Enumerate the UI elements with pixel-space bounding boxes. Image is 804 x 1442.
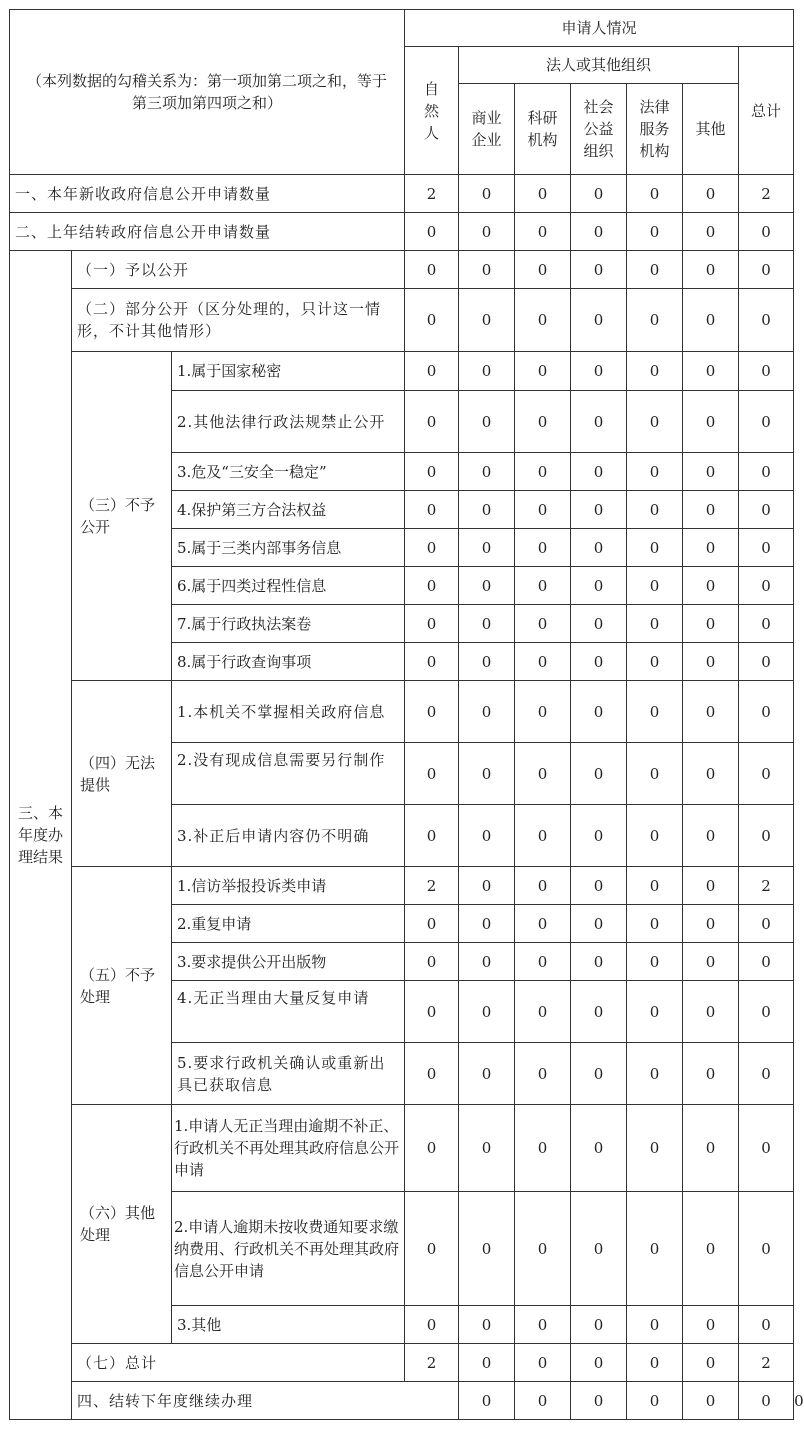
table-row [10, 1344, 794, 1382]
value-total: 0 [739, 391, 794, 453]
value-research: 0 [515, 251, 571, 289]
value-research: 0 [515, 1105, 571, 1192]
value-research: 0 [515, 213, 571, 251]
group-label: （四）无法提供 [72, 681, 172, 867]
value-legal: 0 [627, 391, 683, 453]
value-total: 0 [739, 251, 794, 289]
value-business: 0 [459, 643, 515, 681]
value-other: 0 [683, 175, 739, 213]
value-business: 0 [459, 352, 515, 391]
value-social: 0 [571, 289, 627, 352]
item-label: 7.属于行政执法案卷 [172, 605, 405, 643]
value-other: 0 [683, 289, 739, 352]
item-label: 2.其他法律行政法规禁止公开 [172, 391, 405, 453]
table-row [10, 175, 794, 213]
group-label: （三）不予公开 [72, 352, 172, 681]
value-social: 0 [571, 743, 627, 805]
item-label: 2.申请人逾期未按收费通知要求缴纳费用、行政机关不再处理其政府信息公开申请 [172, 1192, 405, 1306]
item-label: 1.信访举报投诉类申请 [172, 867, 405, 905]
value-natural: 2 [405, 1344, 459, 1382]
value-business: 0 [459, 491, 515, 529]
value-research: 0 [515, 743, 571, 805]
value-research: 0 [571, 1382, 627, 1420]
value-business: 0 [459, 175, 515, 213]
value-legal: 0 [627, 943, 683, 981]
value-total: 0 [739, 352, 794, 391]
value-natural: 0 [405, 605, 459, 643]
col-business: 商业企业 [459, 84, 515, 175]
value-natural: 0 [405, 943, 459, 981]
item-label: 3.要求提供公开出版物 [172, 943, 405, 981]
value-other: 0 [683, 643, 739, 681]
table-row [10, 867, 794, 905]
value-total: 2 [739, 175, 794, 213]
value-natural: 0 [405, 981, 459, 1043]
value-social: 0 [571, 681, 627, 743]
item-label: 6.属于四类过程性信息 [172, 567, 405, 605]
disclosure-table [9, 9, 804, 1420]
value-business: 0 [459, 905, 515, 943]
value-social: 0 [571, 453, 627, 491]
value-business: 0 [459, 567, 515, 605]
value-social: 0 [627, 1382, 683, 1420]
value-total: 0 [739, 567, 794, 605]
value-total: 0 [739, 605, 794, 643]
value-legal: 0 [627, 175, 683, 213]
value-research: 0 [515, 289, 571, 352]
value-business: 0 [459, 391, 515, 453]
value-total: 0 [739, 453, 794, 491]
value-natural: 0 [405, 567, 459, 605]
value-total: 0 [739, 743, 794, 805]
value-natural: 0 [405, 391, 459, 453]
value-social: 0 [571, 251, 627, 289]
value-other: 0 [683, 529, 739, 567]
row-label: 四、结转下年度继续办理 [72, 1382, 459, 1420]
item-label: 5.要求行政机关确认或重新出具已获取信息 [172, 1043, 405, 1105]
value-research: 0 [515, 453, 571, 491]
value-business: 0 [459, 251, 515, 289]
value-social: 0 [571, 905, 627, 943]
value-research: 0 [515, 1344, 571, 1382]
value-research: 0 [515, 567, 571, 605]
item-label: 8.属于行政查询事项 [172, 643, 405, 681]
value-legal: 0 [627, 605, 683, 643]
value-business: 0 [459, 1043, 515, 1105]
value-natural: 0 [405, 1306, 459, 1344]
value-business: 0 [459, 743, 515, 805]
value-social: 0 [571, 1105, 627, 1192]
value-legal: 0 [627, 1306, 683, 1344]
value-social: 0 [571, 1344, 627, 1382]
item-label: 1.属于国家秘密 [172, 352, 405, 391]
value-research: 0 [515, 805, 571, 867]
col-other: 其他 [683, 84, 739, 175]
value-other: 0 [683, 867, 739, 905]
col-research: 科研机构 [515, 84, 571, 175]
value-natural: 0 [405, 743, 459, 805]
value-legal: 0 [627, 1344, 683, 1382]
value-legal: 0 [627, 491, 683, 529]
value-natural: 0 [405, 905, 459, 943]
value-business: 0 [459, 867, 515, 905]
value-legal: 0 [627, 743, 683, 805]
item-label: 3.其他 [172, 1306, 405, 1344]
value-social: 0 [571, 491, 627, 529]
value-natural: 0 [405, 1043, 459, 1105]
value-business: 0 [459, 453, 515, 491]
value-research: 0 [515, 352, 571, 391]
item-label: 3.危及“三安全一稳定” [172, 453, 405, 491]
item-label: 4.保护第三方合法权益 [172, 491, 405, 529]
value-legal: 0 [627, 529, 683, 567]
value-natural: 0 [459, 1382, 515, 1420]
value-legal: 0 [627, 1043, 683, 1105]
value-natural: 2 [405, 867, 459, 905]
value-total: 0 [739, 491, 794, 529]
col-social: 社会公益组织 [571, 84, 627, 175]
value-natural: 0 [405, 681, 459, 743]
value-total: 0 [739, 1192, 794, 1306]
value-business: 0 [459, 1192, 515, 1306]
group-label: （五）不予处理 [72, 867, 172, 1105]
item-label: 2.没有现成信息需要另行制作 [172, 743, 405, 805]
value-total: 0 [739, 529, 794, 567]
section-label: 三、本年度办理结果 [10, 251, 72, 1420]
table-row [10, 251, 794, 289]
value-natural: 0 [405, 453, 459, 491]
value-research: 0 [515, 605, 571, 643]
value-research: 0 [515, 175, 571, 213]
value-legal: 0 [627, 643, 683, 681]
header-note: （本列数据的勾稽关系为：第一项加第二项之和，等于第三项加第四项之和） [10, 10, 405, 175]
value-total: 2 [739, 867, 794, 905]
item-label: 4.无正当理由大量反复申请 [172, 981, 405, 1043]
value-other: 0 [683, 1344, 739, 1382]
value-natural: 2 [405, 175, 459, 213]
value-business: 0 [459, 943, 515, 981]
value-business: 0 [459, 289, 515, 352]
value-social: 0 [571, 643, 627, 681]
value-legal: 0 [627, 289, 683, 352]
value-legal: 0 [627, 567, 683, 605]
value-natural: 0 [405, 1192, 459, 1306]
header-applicant: 申请人情况 [405, 10, 794, 47]
value-research: 0 [515, 943, 571, 981]
table-row [10, 681, 794, 743]
value-other: 0 [739, 1382, 794, 1420]
item-label: 5.属于三类内部事务信息 [172, 529, 405, 567]
value-research: 0 [515, 643, 571, 681]
value-total: 0 [739, 213, 794, 251]
value-legal: 0 [627, 981, 683, 1043]
value-legal: 0 [627, 867, 683, 905]
value-research: 0 [515, 391, 571, 453]
value-other: 0 [683, 213, 739, 251]
value-other: 0 [683, 491, 739, 529]
value-other: 0 [683, 1306, 739, 1344]
header-legal-group: 法人或其他组织 [459, 47, 739, 84]
value-social: 0 [571, 1306, 627, 1344]
value-natural: 0 [405, 529, 459, 567]
row-label: 二、上年结转政府信息公开申请数量 [10, 213, 405, 251]
value-research: 0 [515, 905, 571, 943]
value-business: 0 [459, 605, 515, 643]
value-research: 0 [515, 681, 571, 743]
value-social: 0 [571, 805, 627, 867]
value-total: 0 [739, 905, 794, 943]
value-legal: 0 [627, 805, 683, 867]
value-legal: 0 [627, 251, 683, 289]
value-legal: 0 [627, 905, 683, 943]
value-natural: 0 [405, 251, 459, 289]
value-research: 0 [515, 867, 571, 905]
value-natural: 0 [405, 1105, 459, 1192]
value-social: 0 [571, 867, 627, 905]
value-total: 0 [739, 681, 794, 743]
value-business: 0 [459, 1105, 515, 1192]
value-research: 0 [515, 981, 571, 1043]
value-other: 0 [683, 605, 739, 643]
value-business: 0 [459, 529, 515, 567]
value-social: 0 [571, 567, 627, 605]
value-research: 0 [515, 1306, 571, 1344]
value-total: 0 [739, 805, 794, 867]
value-research: 0 [515, 491, 571, 529]
value-legal: 0 [627, 681, 683, 743]
value-other: 0 [683, 1105, 739, 1192]
value-other: 0 [683, 681, 739, 743]
group-label: （一）予以公开 [72, 251, 405, 289]
table-row [10, 1105, 794, 1192]
value-other: 0 [683, 1043, 739, 1105]
value-legal: 0 [627, 1105, 683, 1192]
value-social: 0 [571, 605, 627, 643]
value-total: 0 [739, 981, 794, 1043]
value-other: 0 [683, 805, 739, 867]
value-other: 0 [683, 1192, 739, 1306]
value-natural: 0 [405, 352, 459, 391]
value-social: 0 [571, 352, 627, 391]
value-total: 0 [739, 1043, 794, 1105]
value-research: 0 [515, 529, 571, 567]
value-other: 0 [683, 743, 739, 805]
value-total: 0 [739, 1306, 794, 1344]
col-natural: 自然人 [405, 47, 459, 175]
value-legal: 0 [627, 352, 683, 391]
value-legal: 0 [683, 1382, 739, 1420]
value-other: 0 [683, 251, 739, 289]
value-legal: 0 [627, 1192, 683, 1306]
value-social: 0 [571, 1043, 627, 1105]
item-label: 3.补正后申请内容仍不明确 [172, 805, 405, 867]
value-legal: 0 [627, 213, 683, 251]
value-natural: 0 [405, 805, 459, 867]
value-business: 0 [459, 1344, 515, 1382]
col-total: 总计 [739, 47, 794, 175]
value-social: 0 [571, 213, 627, 251]
value-social: 0 [571, 1192, 627, 1306]
value-research: 0 [515, 1043, 571, 1105]
value-natural: 0 [405, 213, 459, 251]
table-row: 四、结转下年度继续办理 0 0 0 0 0 0 0 [10, 1382, 794, 1420]
value-legal: 0 [627, 453, 683, 491]
group-label: （七）总计 [72, 1344, 405, 1382]
item-label: 2.重复申请 [172, 905, 405, 943]
value-research: 0 [515, 1192, 571, 1306]
value-business: 0 [459, 681, 515, 743]
value-other: 0 [683, 391, 739, 453]
col-legal: 法律服务机构 [627, 84, 683, 175]
value-total: 0 [739, 643, 794, 681]
group-label: （六）其他处理 [72, 1105, 172, 1344]
value-business: 0 [459, 981, 515, 1043]
group-label: （二）部分公开（区分处理的，只计这一情形，不计其他情形） [72, 289, 405, 352]
value-natural: 0 [405, 491, 459, 529]
value-natural: 0 [405, 643, 459, 681]
value-other: 0 [683, 905, 739, 943]
table-row [10, 352, 794, 391]
value-business: 0 [459, 805, 515, 867]
value-social: 0 [571, 391, 627, 453]
value-other: 0 [683, 981, 739, 1043]
item-label: 1.本机关不掌握相关政府信息 [172, 681, 405, 743]
value-total: 0 [739, 289, 794, 352]
value-total: 2 [739, 1344, 794, 1382]
value-social: 0 [571, 981, 627, 1043]
value-social: 0 [571, 529, 627, 567]
table-row [10, 213, 794, 251]
value-social: 0 [571, 943, 627, 981]
value-social: 0 [571, 175, 627, 213]
value-other: 0 [683, 453, 739, 491]
value-business: 0 [459, 1306, 515, 1344]
row-label: 一、本年新收政府信息公开申请数量 [10, 175, 405, 213]
value-natural: 0 [405, 289, 459, 352]
value-other: 0 [683, 352, 739, 391]
item-label: 1.申请人无正当理由逾期不补正、行政机关不再处理其政府信息公开申请 [172, 1105, 405, 1192]
value-business: 0 [459, 213, 515, 251]
value-total: 0 [739, 1105, 794, 1192]
value-business: 0 [515, 1382, 571, 1420]
value-other: 0 [683, 943, 739, 981]
table-row [10, 289, 794, 352]
value-other: 0 [683, 567, 739, 605]
value-total: 0 [739, 943, 794, 981]
